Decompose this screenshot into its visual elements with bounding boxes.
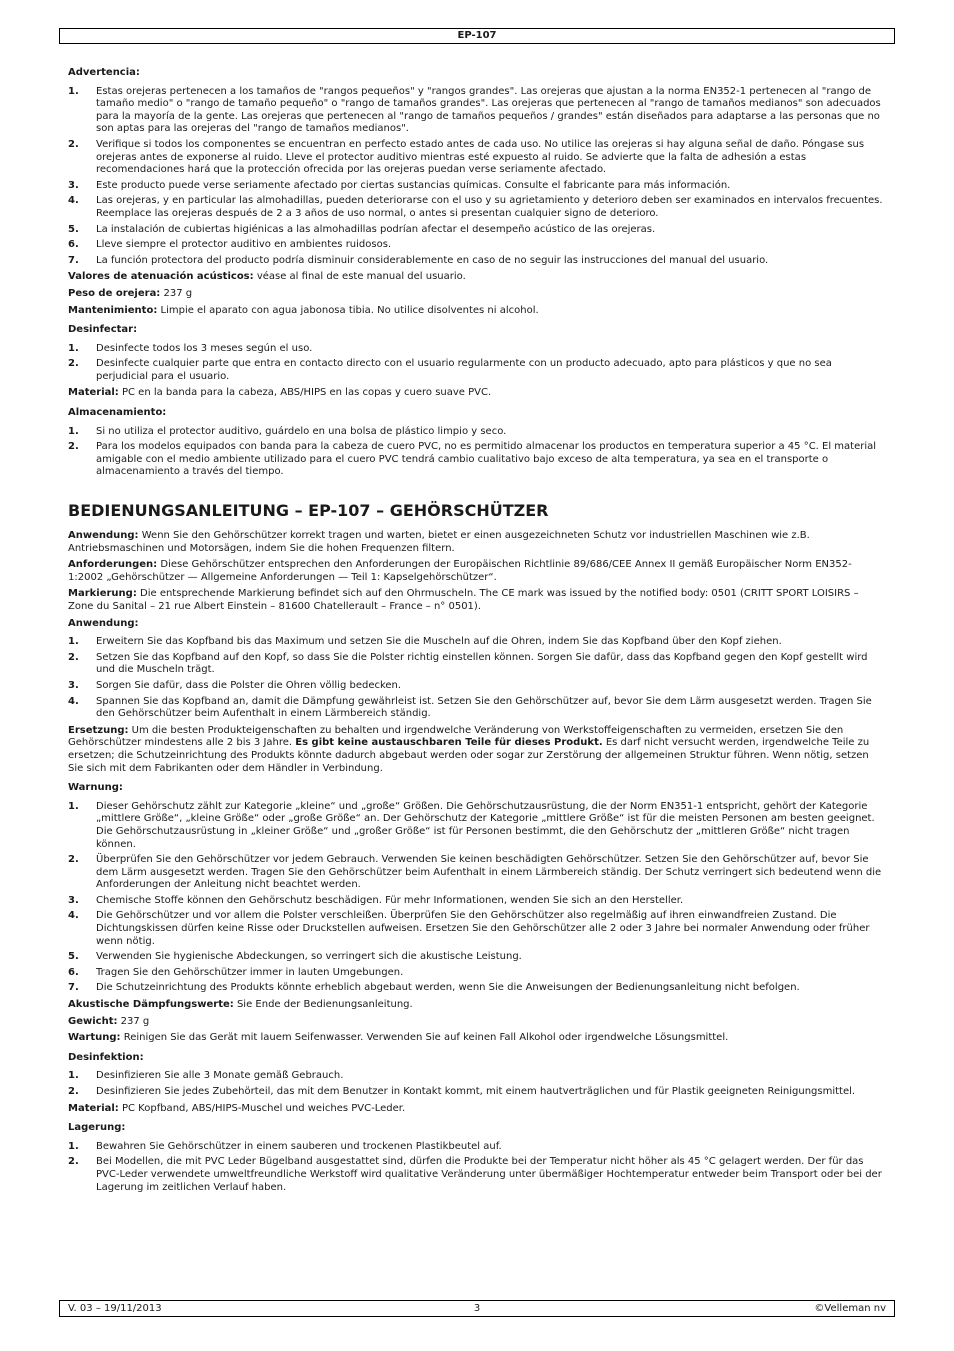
list-item: 6. Tragen Sie den Gehörschützer immer in lauten Umgebungen. bbox=[68, 966, 404, 978]
de-desinfektion-list bbox=[68, 1070, 886, 1098]
footer-version: V. 03 – 19/11/2013 bbox=[68, 1303, 162, 1314]
list-item: 1. Si no utiliza el protector auditivo, guárdelo en una bolsa de plástico limpio y seco. bbox=[68, 425, 507, 437]
de-akustische: Akustische Dämpfungswerte: Sie Ende der Bedienungsanleitung. bbox=[68, 999, 413, 1011]
list-item: 1. Desinfecte todos los 3 meses según el uso. bbox=[68, 342, 313, 354]
list-item: 7. La función protectora del producto podría disminuir considerablemente en caso de no seguir las instrucciones del manual del usuario. bbox=[68, 254, 769, 266]
list-item: 1. Dieser Gehörschutz zählt zur Kategorie „kleine“ und „große“ Größen. Die Gehörschutzausrüstung, die der Norm EN351-1 entspricht, gehört der Kategorie „mittlere Größe“, „kleine Größe“ oder „große Größe“ an. Der Gehörschutz der Kategorie „mittlere Größe“ ist für die meisten Personen am besten geeignet. Die Gehörschutzausrüstung in „kleiner Größe“ und „großer Größe“ ist für Personen bestimmt, die den Gehörschutz der „mittleren Größe“ nicht tragen können. bbox=[68, 800, 875, 850]
header-model: EP-107 bbox=[457, 30, 497, 41]
de-desinfektion-title: Desinfektion: bbox=[68, 1051, 144, 1063]
de-lagerung-title: Lagerung: bbox=[68, 1122, 126, 1134]
list-item: 1. Desinfizieren Sie alle 3 Monate gemäß Gebrauch. bbox=[68, 1070, 344, 1082]
footer-copyright: ©Velleman nv bbox=[814, 1303, 886, 1314]
list-item: 5. La instalación de cubiertas higiénicas a las almohadillas podrían afectar el desempeño acústico de las orejeras. bbox=[68, 223, 656, 235]
de-anforderungen: Anforderungen: Diese Gehörschützer entsprechen den Anforderungen der Europäischen Richtlinie 89/686/CEE Annex II gemäß Europäischer Norm EN352-1:2002 „Gehörschützer — Allgemeine Anforderungen — Teil 1: Kapselgehörschützer“. bbox=[68, 559, 852, 583]
de-anwendung-title: Anwendung: bbox=[68, 617, 139, 629]
de-anwendung-list bbox=[68, 636, 886, 721]
de-warnung-list bbox=[68, 801, 886, 995]
es-peso: Peso de orejera: 237 g bbox=[68, 287, 193, 299]
de-warnung-title: Warnung: bbox=[68, 782, 123, 794]
es-mantenimiento: Mantenimiento: Limpie el aparato con agua jabonosa tibia. No utilice disolventes ni alcohol. bbox=[68, 304, 539, 316]
list-item: 5. Verwenden Sie hygienische Abdeckungen, so verringert sich die akustische Leistung. bbox=[68, 951, 522, 963]
list-item: 3. Chemische Stoffe können den Gehörschutz beschädigen. Für mehr Informationen, wenden Sie sich an den Hersteller. bbox=[68, 894, 684, 906]
es-almacenamiento-list bbox=[68, 426, 886, 479]
page-footer bbox=[59, 1300, 895, 1317]
es-valores: Valores de atenuación acústicos: véase al final de este manual del usuario. bbox=[68, 271, 466, 283]
es-desinfectar-list bbox=[68, 343, 886, 384]
es-desinfectar-title: Desinfectar: bbox=[68, 324, 138, 336]
list-item: 2. Para los modelos equipados con banda para la cabeza de cuero PVC, no es permitido almacenar los productos en temperatura superior a 45 °C. El material amigable con el medio ambiente utilizado para el cuero PVC tendrá cambio cualitativo bajo exceso de alta temperatura, ya sea en el transporte o almacenamiento a través del tiempo. bbox=[68, 441, 877, 478]
de-wartung: Wartung: Reinigen Sie das Gerät mit lauem Seifenwasser. Verwenden Sie auf keinen Fall Alkohol oder irgendwelche Lösungsmittel. bbox=[68, 1032, 729, 1044]
list-item: 3. Sorgen Sie dafür, dass die Polster die Ohren völlig bedecken. bbox=[68, 679, 402, 691]
list-item: 1. Bewahren Sie Gehörschützer in einem sauberen und trockenen Plastikbeutel auf. bbox=[68, 1140, 502, 1152]
list-item: 4. Spannen Sie das Kopfband an, damit die Dämpfung gewährleist ist. Setzen Sie den Gehörschützer auf, bevor Sie dem Lärm ausgesetzt werden. Tragen Sie den Gehörschützer beim Aufenthalt in einem Lärmbereich ständig. bbox=[68, 695, 872, 720]
es-material: Material: PC en la banda para la cabeza, ABS/HIPS en las copas y cuero suave PVC. bbox=[68, 387, 492, 399]
list-item: 7. Die Schutzeinrichtung des Produkts könnte erheblich abgebaut werden, wenn Sie die Anweisungen der Bedienungsanleitung nicht befolgen. bbox=[68, 982, 800, 994]
de-lagerung-list bbox=[68, 1141, 886, 1194]
list-item: 3. Este producto puede verse seriamente afectado por ciertas sustancias químicas. Consulte el fabricante para más información. bbox=[68, 179, 731, 191]
list-item: 2. Überprüfen Sie den Gehörschützer vor jedem Gebrauch. Verwenden Sie keinen beschädigten Gehörschützer. Setzen Sie den Gehörschützer auf, bevor Sie dem Lärm ausgesetzt werden. Tragen Sie den Gehörschützer beim Aufenthalt in einem Lärmbereich ständig. Der Schutz verringert sich bedeutend wenn die Anforderungen der Anleitung nicht beachtet werden. bbox=[68, 854, 882, 891]
de-gewicht: Gewicht: 237 g bbox=[68, 1015, 150, 1027]
de-material: Material: PC Kopfband, ABS/HIPS-Muschel und weiches PVC-Leder. bbox=[68, 1102, 406, 1114]
de-anwendung-intro: Anwendung: Wenn Sie den Gehörschützer korrekt tragen und warten, bietet er einen ausgezeichneten Schutz vor industriellen Maschinen wie z.B. Antriebsmaschinen und Motorsägen, indem Sie die hohen Frequenzen filtern. bbox=[68, 530, 810, 554]
list-item: 2. Bei Modellen, die mit PVC Leder Bügelband ausgestattet sind, dürfen die Produkte bei der Temperatur nicht höher als 45 °C gelagert werden. Der für das PVC-Leder verwendete umweltfreundliche Werkstoff wird qualitative Veränderung unter übermäßiger Hochtemperatur entweder beim Transport oder bei der Lagerung im zeitlichen Verlauf haben. bbox=[68, 1156, 882, 1193]
list-item: 2. Desinfecte cualquier parte que entra en contacto directo con el usuario regularmente con un producto adecuado, apto para plásticos y que no sea perjudicial para el usuario. bbox=[68, 358, 832, 382]
es-advertencia-title: Advertencia: bbox=[68, 67, 140, 78]
footer-page-number: 3 bbox=[473, 1303, 481, 1314]
page-content bbox=[68, 67, 886, 1198]
es-almacenamiento-title: Almacenamiento: bbox=[68, 407, 167, 419]
list-item: 4. Las orejeras, y en particular las almohadillas, pueden deteriorarse con el uso y su agrietamiento y deterioro deben ser examinados en intervalos frecuentes. Reemplace las orejeras después de 2 a 3 años de uso normal, o antes si presentan cualquier signo de deterioro. bbox=[68, 195, 883, 219]
de-markierung: Markierung: Die entsprechende Markierung befindet sich auf den Ohrmuscheln. The CE mark was issued by the notified body: 0501 (CRITT SPORT LOISIRS – Zone du Sanital – 21 rue Albert Einstein – 81600 Chatellerault – France – n° 0501). bbox=[68, 588, 859, 612]
de-heading: BEDIENUNGSANLEITUNG – EP-107 – GEHÖRSCHÜTZER bbox=[68, 501, 549, 521]
page-header bbox=[59, 28, 895, 44]
list-item: 2. Verifique si todos los componentes se encuentran en perfecto estado antes de cada uso. No utilice las orejeras si hay alguna señal de daño. Póngase sus orejeras antes de exponerse al ruido. Lleve el protector auditivo mientras esté expuesto al ruido. Se advierte que la falta de adhesión a estas recomendaciones hará que la protección ofrecida por las orejeras puedan verse seriamente afectado. bbox=[68, 138, 865, 176]
list-item: 1. Estas orejeras pertenecen a los tamaños de "rangos pequeños" y "rangos grandes". Las orejeras que ajustan a la norma EN352-1 pertenecen al "rango de tamaño medio" o "rango de tamaño pequeño" o "rango de tamaños grandes". Las orejeras que pertenecen al "rango de tamaños medianos" son adecuados para la mayoría de la gente. Las orejeras que pertenecen al "rango de tamaños pequeños / grandes" están diseñados para adaptarse a las personas que no son aptas para las orejeras del "rango de tamaños medianos". bbox=[68, 85, 881, 135]
list-item: 4. Die Gehörschützer und vor allem die Polster verschleißen. Überprüfen Sie den Gehörschützer also regelmäßig auf ihren einwandfreien Zustand. Die Dichtungskissen dürfen keine Risse oder Druckstellen aufweisen. Ersetzen Sie den Gehörschützer alle 2 oder 3 Jahre bei normaler Anwendung oder früher wenn nötig. bbox=[68, 910, 870, 947]
list-item: 1. Erweitern Sie das Kopfband bis das Maximum und setzen Sie die Muscheln auf die Ohren, indem Sie das Kopfband über den Kopf ziehen. bbox=[68, 636, 782, 648]
list-item: 2. Desinfizieren Sie jedes Zubehörteil, das mit dem Benutzer in Kontakt kommt, mit einem hautverträglichen und für Plastik geeigneten Reinigungsmittel. bbox=[68, 1086, 856, 1097]
list-item: 6. Lleve siempre el protector auditivo en ambientes ruidosos. bbox=[68, 239, 392, 251]
de-ersetzung: Ersetzung: Um die besten Produkteigenschaften zu behalten und irgendwelche Veränderung von Werkstoffeigenschaften zu vermeiden, ersetzen Sie den Gehörschützer mindestens alle 2 bis 3 Jahre. Es gibt keine austauschbaren Teile für dieses Produkt. Es darf nicht versucht werden, irgendwelche Teile zu ersetzen; die Schutzeinrichtung des Produkts könnte dadurch abgebaut werden oder sogar zur Zerstörung der allgemeinen Struktur führen. Wenn nötig, setzen Sie sich mit dem Fabrikanten oder dem Händler in Verbindung. bbox=[68, 724, 870, 774]
es-advertencia-list bbox=[68, 86, 886, 268]
list-item: 2. Setzen Sie das Kopfband auf den Kopf, so dass Sie die Polster richtig einstellen können. Sorgen Sie dafür, dass das Kopfband gegen den Kopf gestellt wird und die Muscheln trägt. bbox=[68, 651, 868, 676]
